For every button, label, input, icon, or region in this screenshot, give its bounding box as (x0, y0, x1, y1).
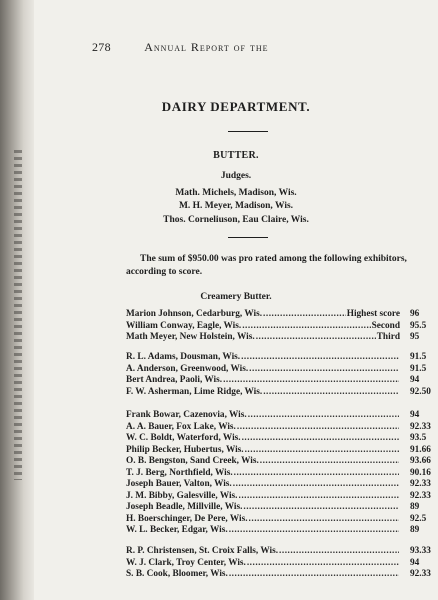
exhibitor-row (126, 364, 436, 376)
exhibitor-place: Third (376, 332, 400, 342)
leader-dots (263, 309, 346, 321)
divider-rule (228, 237, 268, 238)
leader-dots (239, 491, 400, 503)
exhibitor-group (126, 309, 436, 344)
page-number: 278 (92, 40, 111, 54)
exhibitor-score: 93.33 (410, 546, 431, 556)
exhibitor-place: Second (371, 320, 400, 331)
exhibitor-name: Joseph Beadle, Millville, Wis. (126, 502, 243, 512)
leader-dots (233, 479, 399, 491)
exhibitor-name: Marion Johnson, Cedarburg, Wis. (126, 309, 263, 319)
exhibitor-score: 90.16 (410, 467, 431, 478)
exhibitor-name: F. W. Asherman, Lime Ridge, Wis. (126, 386, 263, 397)
leader-dots (229, 525, 399, 537)
exhibitor-row (126, 558, 436, 570)
exhibitor-row (126, 468, 436, 480)
exhibitor-name: Math Meyer, New Holstein, Wis. (126, 332, 255, 342)
leader-dots (247, 558, 399, 570)
exhibitor-group (126, 410, 436, 537)
exhibitor-row (126, 375, 436, 387)
exhibitor-row (126, 546, 436, 558)
exhibitor-name: A. A. Bauer, Fox Lake, Wis. (126, 421, 236, 432)
exhibitor-name: Frank Bowar, Cazenovia, Wis. (126, 410, 247, 420)
exhibitor-row (126, 479, 436, 491)
exhibitor-score: 94 (410, 375, 420, 385)
leader-dots (234, 468, 399, 480)
exhibitor-score: 89 (410, 525, 420, 535)
judge-name: M. H. Meyer, Madison, Wis. (178, 201, 294, 212)
exhibitor-name: W. J. Clark, Troy Center, Wis. (126, 557, 246, 568)
exhibitor-row (126, 352, 436, 364)
exhibitor-row (126, 309, 436, 321)
exhibitor-score: 94 (410, 557, 420, 568)
judges-list (34, 187, 438, 227)
exhibitor-row (126, 422, 436, 434)
exhibitor-name: H. Boerschinger, De Pere, Wis. (126, 513, 248, 524)
exhibitor-score: 91.5 (410, 352, 427, 362)
exhibitor-name: Philip Becker, Hubertus, Wis. (126, 444, 244, 455)
leader-dots (237, 422, 399, 434)
divider-rule (228, 131, 268, 132)
exhibitor-score: 91.5 (410, 363, 427, 374)
binding-spine-text (14, 150, 22, 480)
document-page (34, 0, 438, 600)
exhibitor-name: W. L. Becker, Edgar, Wis. (126, 525, 228, 535)
exhibitor-row (126, 332, 436, 344)
leader-dots (242, 433, 399, 445)
exhibitor-score: 91.66 (410, 444, 431, 455)
leader-dots (229, 569, 399, 581)
exhibitor-name: O. B. Bengston, Sand Creek, Wis. (126, 456, 259, 466)
leader-dots (256, 332, 376, 344)
exhibitor-name: J. M. Bibby, Galesville, Wis. (126, 490, 238, 501)
exhibitor-name: T. J. Berg, Northfield, Wis. (126, 467, 233, 478)
exhibitor-row (126, 410, 436, 422)
exhibitor-place: Highest score (346, 309, 400, 319)
leader-dots (241, 352, 399, 364)
exhibitor-row (126, 514, 436, 526)
exhibitor-score: 92.33 (410, 490, 431, 501)
leader-dots (245, 445, 399, 457)
exhibitor-score: 92.33 (410, 421, 431, 432)
judge-name: Math. Michels, Madison, Wis. (175, 188, 297, 198)
exhibitor-name: W. C. Boldt, Waterford, Wis. (126, 433, 241, 443)
exhibitor-row (126, 569, 436, 581)
exhibitor-row (126, 321, 436, 333)
exhibitor-row (126, 445, 436, 457)
running-head (92, 40, 269, 55)
leader-dots (248, 410, 399, 422)
running-head-title: Annual Report of the (144, 40, 269, 54)
exhibitor-score: 94 (410, 410, 420, 420)
leader-dots (263, 387, 399, 399)
section-title: BUTTER. (213, 150, 259, 161)
exhibitor-name: Joseph Bauer, Valton, Wis. (126, 479, 232, 489)
exhibitor-name: William Conway, Eagle, Wis. (126, 320, 242, 331)
exhibitor-name: R. L. Adams, Dousman, Wis. (126, 352, 241, 362)
exhibitor-group (126, 352, 436, 398)
exhibitor-score: 96 (410, 309, 420, 319)
exhibitor-score: 92.33 (410, 479, 431, 489)
leader-dots (249, 364, 399, 376)
leader-dots (249, 514, 399, 526)
leader-dots (260, 456, 399, 468)
exhibitor-name: Bert Andrea, Paoli, Wis. (126, 375, 223, 385)
prize-note: The sum of $950.00 was pro rated among the following exhibitors, according to score. (126, 254, 407, 277)
exhibitor-row (126, 502, 436, 514)
exhibitor-score: 92.33 (410, 569, 431, 579)
exhibitor-group (126, 546, 436, 581)
exhibitor-score: 93.5 (410, 433, 427, 443)
book-binding (0, 0, 34, 600)
exhibitor-row (126, 525, 436, 537)
exhibitor-score: 95.5 (410, 320, 427, 331)
leader-dots (243, 502, 399, 514)
exhibitor-score: 95 (410, 332, 420, 342)
exhibitor-score: 89 (410, 502, 420, 512)
exhibitor-name: R. P. Christensen, St. Croix Falls, Wis. (126, 546, 279, 556)
leader-dots (279, 546, 399, 558)
leader-dots (223, 375, 399, 387)
exhibitor-row (126, 433, 436, 445)
judges-heading: Judges. (220, 171, 252, 181)
exhibitor-score: 92.50 (410, 386, 431, 397)
subsection-title: Creamery Butter. (200, 292, 272, 302)
exhibitor-score: 93.66 (410, 456, 431, 466)
exhibitor-row (126, 456, 436, 468)
leader-dots (242, 321, 370, 333)
exhibitor-score: 92.5 (410, 513, 427, 524)
exhibitor-name: S. B. Cook, Bloomer, Wis. (126, 569, 228, 579)
exhibitor-row (126, 387, 436, 399)
department-title: DAIRY DEPARTMENT. (161, 99, 311, 114)
judge-name: Thos. Corneliuson, Eau Claire, Wis. (163, 214, 309, 225)
exhibitor-row (126, 491, 436, 503)
exhibitor-name: A. Anderson, Greenwood, Wis. (126, 363, 249, 374)
